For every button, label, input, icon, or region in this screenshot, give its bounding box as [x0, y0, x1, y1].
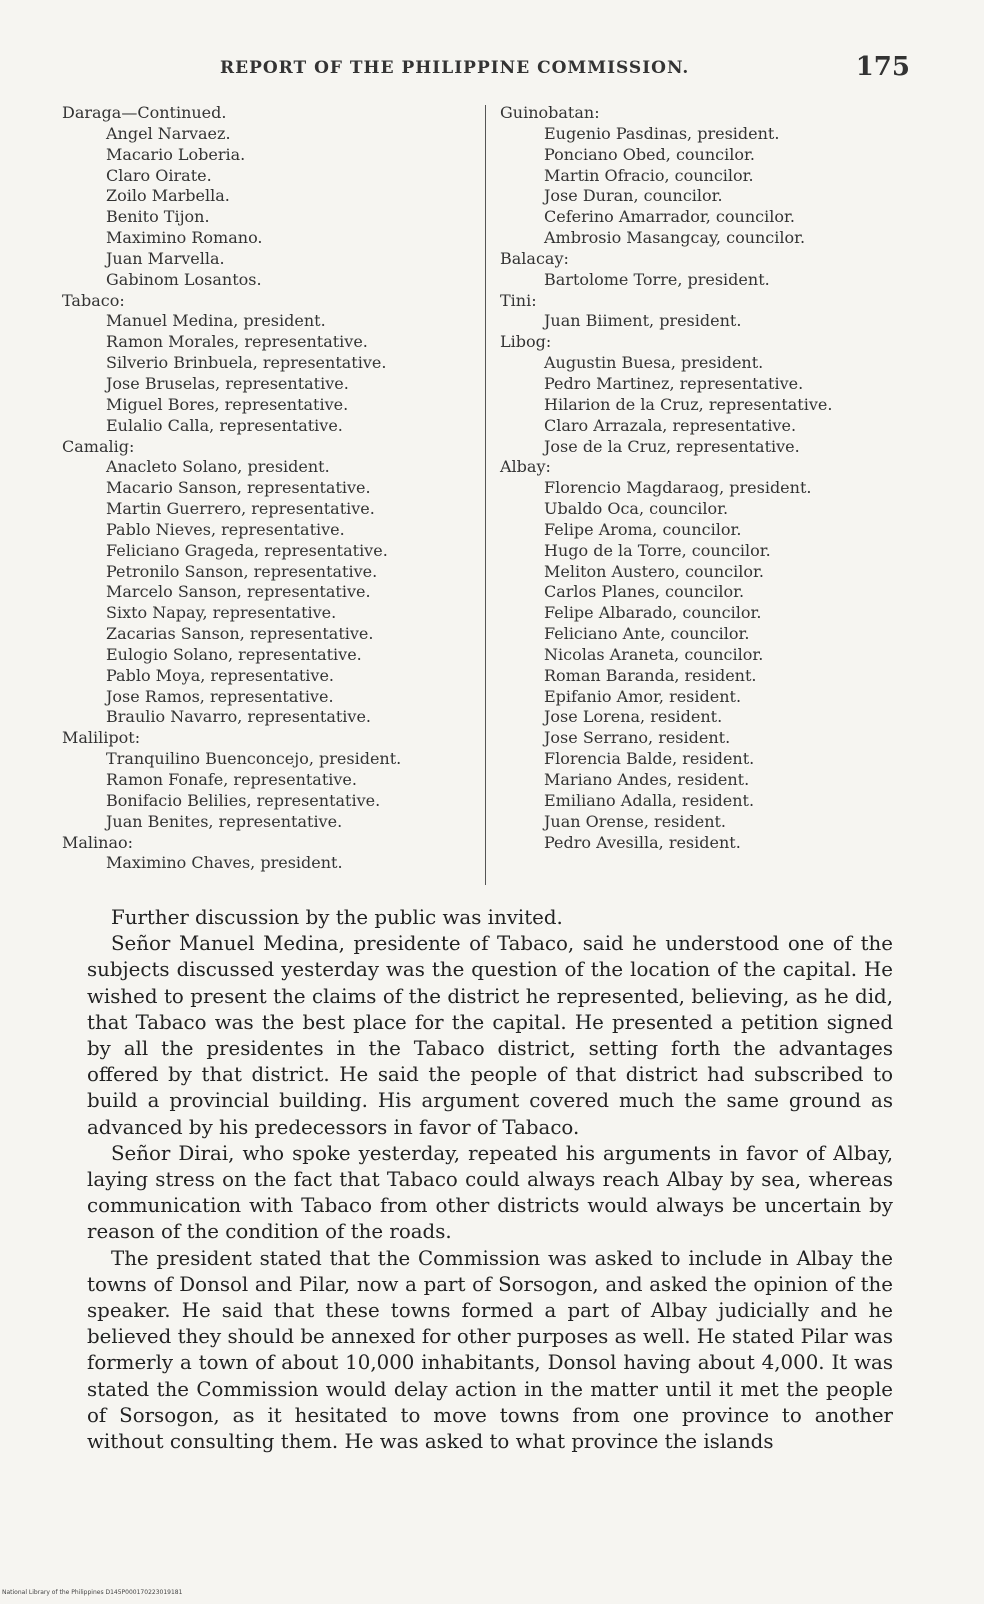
person-entry: Claro Oirate. [106, 165, 212, 185]
running-head [60, 52, 910, 88]
person-entry: Felipe Aroma, councilor. [544, 519, 742, 539]
person-entry: Eulalio Calla, representative. [106, 415, 343, 435]
person-entry: Braulio Navarro, representative. [106, 707, 371, 727]
person-entry: Augustin Buesa, president. [544, 353, 764, 373]
person-entry: Miguel Bores, representative. [106, 394, 349, 414]
town-heading: Malilipot: [62, 728, 141, 748]
paragraph: Señor Dirai, who spoke yesterday, repeated his arguments in favor of Albay, laying stress on the fact that Tabaco could always reach Albay by sea, whereas communication with Tabaco from other districts would always be uncertain by reason of the condition of the roads. [87, 1141, 893, 1244]
person-entry: Eulogio Solano, representative. [106, 644, 362, 664]
person-entry: Carlos Planes, councilor. [544, 582, 745, 602]
footer-note: National Library of the Philippines D145P000170223019181 [2, 1589, 183, 1596]
person-entry: Ramon Fonafe, representative. [106, 770, 357, 789]
person-entry: Felipe Albarado, councilor. [544, 603, 762, 623]
column-divider [485, 105, 486, 885]
person-entry: Ambrosio Masangcay, councilor. [544, 228, 806, 248]
attendee-columns [60, 103, 920, 893]
person-entry: Emiliano Adalla, resident. [544, 790, 755, 810]
person-entry: Pedro Martinez, representative. [544, 373, 804, 393]
person-entry: Roman Baranda, resident. [544, 665, 757, 685]
town-heading: Daraga—Continued. [62, 103, 227, 122]
person-entry: Juan Orense, resident. [544, 811, 727, 831]
person-entry: Pedro Avesilla, resident. [544, 832, 741, 852]
person-entry: Jose de la Cruz, representative. [544, 436, 800, 456]
town-heading: Albay: [500, 457, 551, 477]
town-heading: Balacay: [500, 248, 569, 268]
town-heading: Guinobatan: [500, 103, 600, 122]
person-entry: Marcelo Sanson, representative. [106, 582, 371, 602]
person-entry: Claro Arrazala, representative. [544, 415, 797, 435]
person-entry: Petronilo Sanson, representative. [106, 561, 378, 581]
person-entry: Macario Loberia. [106, 144, 246, 164]
person-entry: Mariano Andes, resident. [544, 770, 750, 789]
person-entry: Jose Lorena, resident. [544, 707, 723, 727]
person-entry: Zacarias Sanson, representative. [106, 624, 374, 644]
person-entry: Pablo Moya, representative. [106, 665, 334, 685]
person-entry: Martin Ofracio, councilor. [544, 165, 754, 185]
right-column [500, 103, 920, 853]
person-entry: Jose Serrano, resident. [544, 728, 731, 748]
person-entry: Jose Ramos, representative. [106, 686, 334, 706]
person-entry: Maximino Chaves, president. [106, 853, 343, 873]
paragraph: Further discussion by the public was invited. [111, 906, 563, 929]
town-heading: Tini: [500, 290, 537, 310]
person-entry: Ponciano Obed, councilor. [544, 144, 755, 164]
person-entry: Benito Tijon. [106, 207, 210, 227]
person-entry: Zoilo Marbella. [106, 186, 230, 206]
person-entry: Juan Marvella. [106, 248, 225, 268]
person-entry: Ubaldo Oca, councilor. [544, 499, 729, 519]
page-number: 175 [855, 52, 910, 82]
person-entry: Jose Bruselas, representative. [106, 373, 349, 393]
town-heading: Malinao: [62, 832, 134, 852]
person-entry: Hugo de la Torre, councilor. [544, 540, 771, 560]
person-entry: Sixto Napay, representative. [106, 603, 337, 623]
person-entry: Manuel Medina, president. [106, 311, 326, 331]
person-entry: Maximino Romano. [106, 228, 263, 248]
person-entry: Feliciano Grageda, representative. [106, 540, 388, 560]
body-text [87, 905, 893, 1455]
person-entry: Silverio Brinbuela, representative. [106, 353, 387, 373]
person-entry: Macario Sanson, representative. [106, 478, 371, 498]
person-entry: Jose Duran, councilor. [544, 186, 723, 206]
running-title: REPORT OF THE PHILIPPINE COMMISSION. [220, 58, 690, 78]
person-entry: Bartolome Torre, president. [544, 269, 770, 289]
person-entry: Bonifacio Belilies, representative. [106, 790, 381, 810]
person-entry: Juan Benites, representative. [106, 811, 343, 831]
person-entry: Florencio Magdaraog, president. [544, 478, 812, 498]
paragraph: The president stated that the Commission was asked to include in Albay the towns of Donsol and Pilar, now a part of Sorsogon, and asked the opinion of the speaker. He said that these towns formed a part of Albay judicially and he believed they should be annexed for other purposes as well. He stated Pilar was formerly a town of about 10,000 inhabitants, Donsol having about 4,000. It was stated the Commission would delay action in the matter until it met the people of Sorsogon, as it hesitated to move towns from one province to another without consulting them. He was asked to what province the islands [87, 1246, 893, 1454]
town-heading: Tabaco: [62, 290, 125, 310]
paragraph: Señor Manuel Medina, presidente of Tabaco, said he understood one of the subjects discussed yesterday was the question of the location of the capital. He wished to present the claims of the district he represented, believing, as he did, that Tabaco was the best place for the capital. He presented a petition signed by all the presidentes in the Tabaco district, setting forth the advantages offered by that district. He said the people of that district had subscribed to build a provincial building. His argument covered much the same ground as advanced by his predecessors in favor of Tabaco. [87, 932, 893, 1139]
person-entry: Martin Guerrero, representative. [106, 499, 375, 519]
person-entry: Tranquilino Buenconcejo, president. [106, 749, 402, 769]
person-entry: Epifanio Amor, resident. [544, 686, 742, 706]
person-entry: Juan Biiment, president. [544, 311, 742, 331]
person-entry: Meliton Austero, councilor. [544, 561, 764, 581]
person-entry: Feliciano Ante, councilor. [544, 624, 750, 644]
person-entry: Gabinom Losantos. [106, 269, 262, 289]
person-entry: Angel Narvaez. [106, 123, 231, 143]
person-entry: Anacleto Solano, president. [106, 457, 330, 477]
person-entry: Hilarion de la Cruz, representative. [544, 394, 833, 414]
person-entry: Pablo Nieves, representative. [106, 519, 345, 539]
person-entry: Ceferino Amarrador, councilor. [544, 207, 795, 227]
town-heading: Camalig: [62, 436, 135, 456]
left-column [62, 103, 482, 874]
town-heading: Libog: [500, 332, 552, 352]
person-entry: Florencia Balde, resident. [544, 749, 755, 769]
person-entry: Nicolas Araneta, councilor. [544, 644, 764, 664]
person-entry: Ramon Morales, representative. [106, 332, 368, 352]
person-entry: Eugenio Pasdinas, president. [544, 123, 780, 143]
